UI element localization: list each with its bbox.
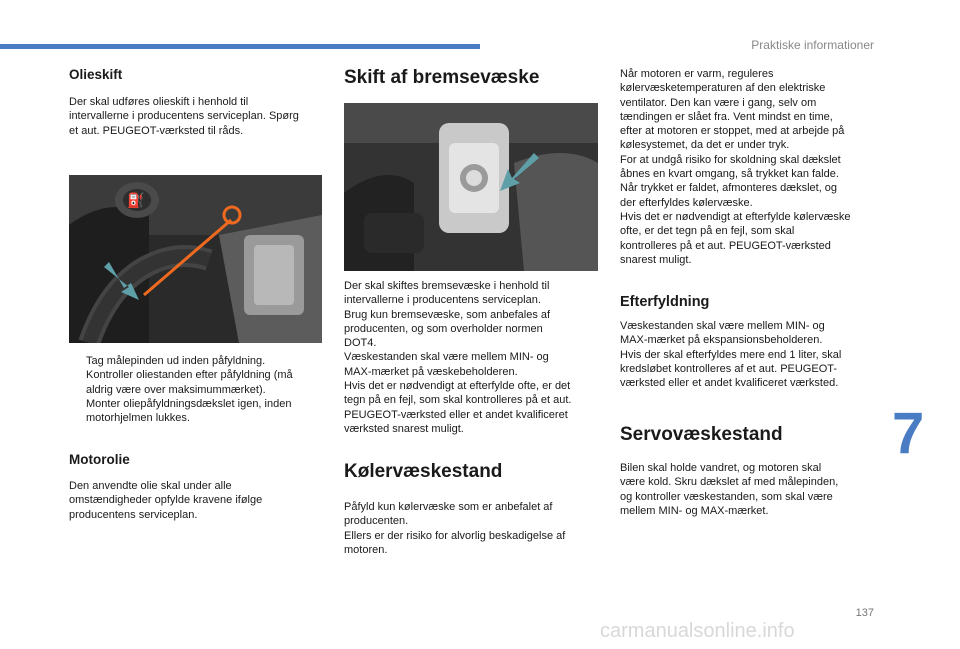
paragraph-bremsevaeske: Der skal skiftes bremsevæske i henhold til intervallerne i producentens serviceplan. Brug kun bremsevæske, som anbefales af producenten, og som overholder normen DOT4. Væskestanden skal være mellem MIN- og MAX-mærket på væskebeholderen. Hvis det er nødvendigt at efterfylde ofte, er det tegn på en fejl, som skal kontrolleres på et aut. PEUGEOT-værksted eller et andet kvalificeret værksted snarest muligt. <box>344 280 572 435</box>
paragraph-motorolie: Den anvendte olie skal under alle omstændigheder opfylde kravene ifølge producentens serviceplan. <box>69 480 263 521</box>
brake-fluid-photo <box>344 103 598 271</box>
paragraph-efterfyldning: Væskestanden skal være mellem MIN- og MAX-mærket på ekspansionsbeholderen. Hvis der skal efterfyldes mere end 1 liter, skal kredsløbet kontrolleres af et aut. PEUGEOT- værksted eller et andet kvalificeret værksted. <box>620 320 842 390</box>
paragraph-cooling-intro: Når motoren er varm, reguleres kølervæsketemperaturen af den elektriske ventilator. Den kan være i gang, selv om tændingen er slået fra. Vent mindst en time, efter at motoren er stoppet, med at arbejde på kølesystemet, da det er under tryk. For at undgå risiko for skoldning skal dækslet åbnes en kvart omgang, så trykket kan falde. Når trykket er faldet, afmonteres dækslet, og der efterfyldes kølervæske. Hvis det er nødvendigt at efterfylde kølervæske ofte, er det tegn på en fejl, som skal kontrolleres på et aut. PEUGEOT-værksted snarest muligt. <box>620 68 851 266</box>
paragraph-servovaeske: Bilen skal holde vandret, og motoren skal være kold. Skru dækslet af med målepinden, og kontroller væskestanden, som skal være mellem MIN- og MAX-mærket. <box>620 462 839 517</box>
list-item: Monter oliepåfyldningsdækslet igen, inden motorhjelmen lukkes. <box>86 397 292 425</box>
page-number: 137 <box>855 607 874 619</box>
svg-text:⛽: ⛽ <box>127 193 145 209</box>
heading-olieskift: Olieskift <box>69 67 123 82</box>
oil-dipstick-photo <box>69 175 322 343</box>
header-accent-bar <box>0 44 480 49</box>
list-item: Kontroller oliestanden efter påfyldning (må aldrig være over maksimummærket). <box>86 369 293 396</box>
list-item: Tag målepinden ud inden påfyldning. <box>86 355 266 367</box>
oil-instructions-list <box>69 354 325 425</box>
paragraph-olieskift: Der skal udføres olieskift i henhold til intervallerne i producentens serviceplan. Spørg et aut. PEUGEOT-værksted til råds. <box>69 96 299 137</box>
heading-efterfyldning: Efterfyldning <box>620 294 710 310</box>
section-header-title: Praktiske informationer <box>751 38 874 52</box>
paragraph-kolervaeske: Påfyld kun kølervæske som er anbefalet af producenten. Ellers er der risiko for alvorlig beskadigelse af motoren. <box>344 501 566 556</box>
heading-kolervaeske: Kølervæskestand <box>344 461 503 482</box>
heading-motorolie: Motorolie <box>69 452 130 467</box>
watermark: carmanualsonline.info <box>600 620 795 642</box>
heading-servovaeske: Servovæskestand <box>620 424 783 445</box>
chapter-number: 7 <box>892 401 925 466</box>
heading-bremsevaeske: Skift af bremsevæske <box>344 67 540 88</box>
